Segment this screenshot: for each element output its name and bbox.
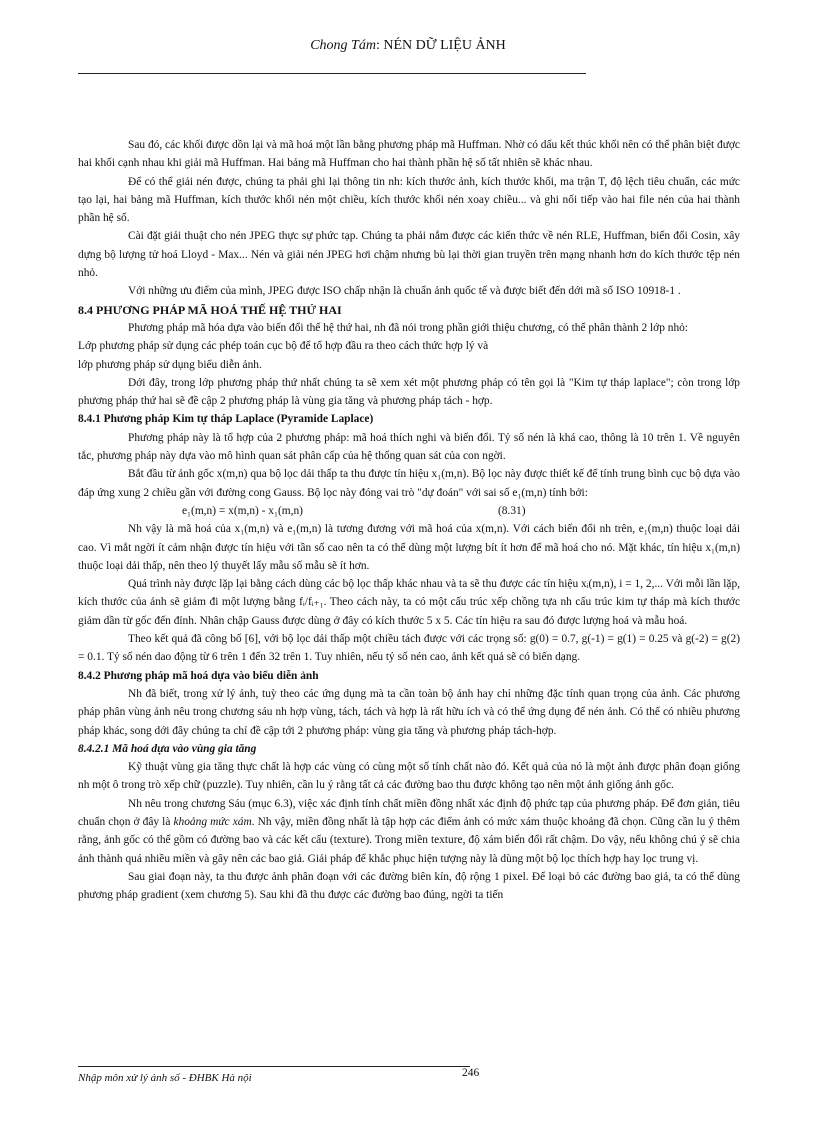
paragraph: Với những ưu điểm của mình, JPEG được ISO chấp nhận là chuẩn ảnh quốc tế và được biết đến dới mã số ISO 10918-1 . [128,285,681,298]
paragraph: Phương pháp này là tổ hợp của 2 phương pháp: mã hoá thích nghi và biến đổi. Tỷ số nén là khá cao, thông là 10 trên 1. Về nguyên tắc, phương pháp này dựa vào mô hình quan sát phân cấp của hệ thống quan sát của con ngời. [78,431,740,463]
equation-number: (8.31) [498,504,526,517]
paragraph: Kỹ thuật vùng gia tăng thực chất là hợp các vùng có cùng một số tính chất nào đó. Kết quả của nó là một ảnh được phân đoạn giống nh một ô trong trò xếp chữ (puzzle). Tuy nhiên, cần lu ý rằng tất cả các đường bao thu được không tạo nên một ảnh giống ảnh gốc. [78,761,740,792]
paragraph: Theo kết quả đã công bố [6], với bộ lọc dải thấp một chiều tách được với các trọng số: g(0) = 0.7, g(-1) = g(1) = 0.25 và g(-2) = g(2) = 0.1. Tỷ số nén dao động từ 6 trên 1 đến 32 trên 1. Tuy nhiên, nếu tỷ số nén cao, ảnh kết quả sẽ có biến dạng. [78,633,740,664]
paragraph: Sau giai đoạn này, ta thu được ảnh phân đoạn với các đường biên kín, độ rộng 1 pixel. Để loại bỏ các đường bao giả, ta có thể dùng phương pháp gradient (xem chương 5). Sau khi đã thu được các đường bao đúng, ngời ta tiến [78,870,740,902]
header-divider [78,73,586,74]
page-number: 246 [462,1067,480,1079]
equation-body: e₁(m,n) = x(m,n) - x₁(m,n) [182,504,303,517]
equation-8-31 [78,502,740,520]
paragraph [78,795,740,868]
section-heading-8-4-2: 8.4.2 Phương pháp mã hoá dựa vào biểu diễn ảnh [78,669,319,682]
list-item: Lớp phương pháp sử dụng các phép toán cục bộ để tổ hợp đầu ra theo cách thức hợp lý và [78,340,489,353]
emphasis-term: khoảng mức xám [173,815,252,828]
paragraph: Bắt đầu từ ảnh gốc x(m,n) qua bộ lọc dải thấp ta thu được tín hiệu x₁(m,n). Bộ lọc này được thiết kế để tính trung bình cục bộ dựa vào đáp ứng xung 2 chiều gần với đường cong Gauss. Bộ lọc này đóng vai trò "dự đoán" với sai số e₁(m,n) tính bởi: [78,468,740,499]
paragraph: Nh vậy là mã hoá của x₁(m,n) và e₁(m,n) là tương đương với mã hoá của x(m,n). Với cách biến đổi nh trên, e₁(m,n) thuộc loại dải cao. Vì mắt ngời ít cảm nhận được tín hiệu với tần số cao nên ta có thể dùng một lượng bít ít hơn để mã hoá cho nó. Mặt khác, tín hiệu x₁(m,n) thuộc loại dải thấp, nên theo lý thuyết lấy mẫu số mẫu sẽ ít hơn. [78,523,740,572]
section-heading-8-4: 8.4 PHƯƠNG PHÁP MÃ HOÁ THẾ HỆ THỨ HAI [78,302,342,317]
paragraph: Dới đây, trong lớp phương pháp thứ nhất chúng ta sẽ xem xét một phương pháp có tên gọi là "Kim tự tháp laplace"; còn trong lớp phương pháp thứ hai sẽ đề cập 2 phương pháp là vùng gia tăng và phương pháp tách - hợp. [78,376,740,408]
paragraph: Phương pháp mã hóa dựa vào biến đổi thế hệ thứ hai, nh đã nói trong phần giới thiệu chương, có thể phân thành 2 lớp nhỏ: [128,321,688,334]
paragraph: Nh đã biết, trong xử lý ảnh, tuỳ theo các ứng dụng mà ta cần toàn bộ ảnh hay chỉ những đặc tính quan trọng của ảnh. Các phương pháp phân vùng ảnh nêu trong chương sáu nh hợp vùng, tách, tách và hợp là rất hữu ích và có thể ứng dụng để nén ảnh. Có thể có nhiều phương pháp khác, song dới đây chúng ta chỉ đề cập tới 2 phương pháp: vùng gia tăng và phương pháp tách-hợp. [78,687,740,737]
footer-course-title: Nhập môn xử lý ảnh số - ĐHBK Hà nội [78,1072,252,1084]
paragraph-text: Nh nêu trong chương Sáu (mục 6.3), việc xác định tính chất miền đồng nhất xác định độ phức tạp của phương pháp. Để đơn giản, tiêu chuẩn chọn ở đây là [78,797,740,828]
chapter-label: Chong Tám [310,38,376,53]
footer-divider [78,1066,470,1067]
list-item: lớp phương pháp sử dụng biểu diễn ảnh. [78,358,262,371]
section-heading-8-4-1: 8.4.1 Phương pháp Kim tự tháp Laplace (Pyramide Laplace) [78,413,374,426]
page-header [0,38,816,54]
paragraph: Cài đặt giải thuật cho nén JPEG thực sự phức tạp. Chúng ta phải nắm được các kiến thức về nén RLE, Huffman, biến đổi Cosin, xây dựng bộ lượng tử hoá Lloyd - Max... Nén và giải nén JPEG hơi chậm nhưng bù lại thời gian truyền trên mạng nhanh hơn do kích thước tệp nén nhỏ. [78,230,740,280]
page-body [78,136,740,904]
paragraph: Để có thể giải nén được, chúng ta phải ghi lại thông tin nh: kích thước ảnh, kích thước khối, ma trận T, độ lệch tiêu chuẩn, các mức tạo lại, hai bảng mã Huffman, kích thước khối nén một chiều, kích thước khối nén xoay chiều... và ghi nối tiếp vào hai file nén của hai thành phần hệ số. [78,175,740,225]
paragraph: Sau đó, các khối được dồn lại và mã hoá một lần bằng phương pháp mã Huffman. Nhờ có dấu kết thúc khối nên có thể phân biệt được hai khối cạnh nhau khi giải mã Huffman. Hai bảng mã Huffman cho hai thành phần hệ số tất nhiên sẽ khác nhau. [78,139,740,170]
chapter-title: : NÉN DỮ LIỆU ẢNH [375,38,506,53]
paragraph-text: . Nh vậy, miền đồng nhất là tập hợp các điểm ảnh có mức xám thuộc khoảng đã chọn. Cũng cần lu ý thêm rằng, ảnh gốc có thể gồm có đường bao và các kết cấu (texture). Trong miền texture, độ xám biến đổi rất chậm. Do vậy, nếu không chú ý sẽ chia ảnh thành quá nhiều miền và gây nên các bao giả. Giải pháp để khắc phục hiện tượng này là dùng một bộ lọc thích hợp hay lọc trung vị. [78,815,740,865]
section-heading-8-4-2-1: 8.4.2.1 Mã hoá dựa vào vùng gia tăng [78,742,257,755]
paragraph: Quá trình này được lặp lại bằng cách dùng các bộ lọc thấp khác nhau và ta sẽ thu được các tín hiệu xᵢ(m,n), i = 1, 2,... Với mỗi lần lặp, kích thước của ảnh sẽ giảm đi một lượng bằng fᵢ/fᵢ₊₁. Theo cách này, ta có một cấu trúc xếp chồng tựa nh cấu trúc kim tự tháp mà kích thước giảm dần từ gốc đến đỉnh. Nhân chập Gauss được dùng ở đây có kích thước 5 x 5. Các tín hiệu ra sau đó được lượng hoá và mẫu hoá. [78,578,740,627]
